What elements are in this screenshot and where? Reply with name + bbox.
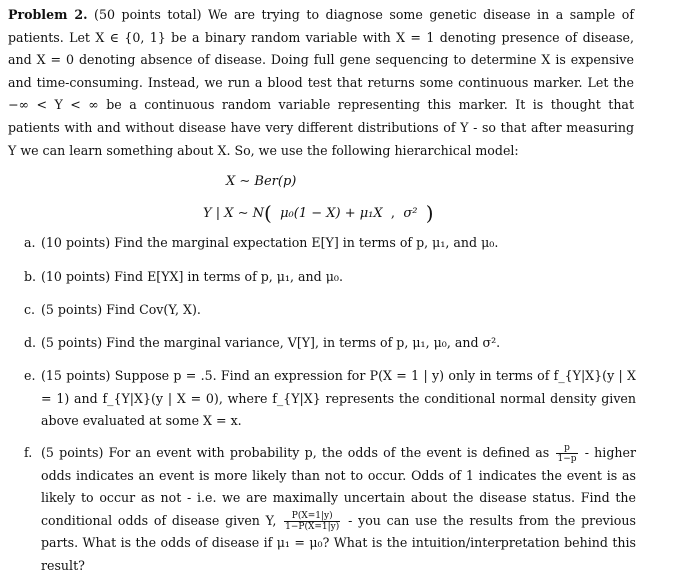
question-c-text: (5 points) Find Cov(Y, X).	[41, 302, 201, 317]
odds-fraction-numerator: p	[556, 443, 577, 454]
eq2-lhs: Y | X ∼ N	[203, 206, 265, 221]
question-c-label: c.	[24, 302, 36, 317]
question-d-label: d.	[24, 335, 37, 350]
problem-intro	[8, 4, 634, 162]
question-f-text	[41, 442, 636, 578]
question-a-text: (10 points) Find the marginal expectation E[Y] in terms of p, μ₁, and μ₀.	[41, 235, 499, 250]
eq2-mean: μ₀(1 − X) + μ₁X	[280, 206, 383, 221]
question-f-label: f.	[24, 445, 33, 460]
question-b-label: b.	[24, 269, 37, 284]
question-d-text: (5 points) Find the marginal variance, V[Y], in terms of p, μ₁, μ₀, and σ².	[41, 335, 501, 350]
model-equation-1	[226, 174, 296, 189]
eq2-paren-close: )	[425, 201, 434, 225]
conditional-odds-fraction	[284, 511, 340, 532]
model-equation-2	[203, 201, 434, 225]
eq2-separator: ,	[390, 206, 396, 221]
question-b-text: (10 points) Find E[YX] in terms of p, μ₁, and μ₀.	[41, 269, 343, 284]
problem-intro-text: (50 points total) We are trying to diagnose some genetic disease in a sample of patients. Let X ∈ {0, 1} be a binary random variable with X = 1 denoting presence of disease, and X = 0 denoting absence of disease. Doing full gene sequencing to determine X is expensive and time-consuming. Instead, we run a blood test that returns some continuous marker. Let the −∞ < Y < ∞ be a continuous random variable representing this marker. It is thought that patients with and without disease have very different distributions of Y - so that after measuring Y we can learn something about X. So, we use the following hierarchical model:	[8, 7, 634, 158]
question-e-text: (15 points) Suppose p = .5. Find an expression for P(X = 1 | y) only in terms of f_{Y|X}(y | X = 1) and f_{Y|X}(y | X = 0), where f_{Y|X} represents the conditional normal density given above evaluated at some X = x.	[41, 368, 636, 429]
question-f-text-part3: - you can use the results from the previous parts. What is the odds of disease if μ₁ = μ₀? What is the intuition/interpretation behind this result?	[41, 512, 636, 573]
conditional-odds-denominator: 1−P(X=1|y)	[285, 521, 340, 532]
question-f	[24, 442, 636, 578]
odds-fraction	[556, 443, 577, 464]
eq1-text: X ∼ Ber(p)	[226, 174, 297, 189]
question-e-label: e.	[24, 368, 36, 383]
question-a	[24, 232, 636, 255]
question-b	[24, 266, 636, 289]
problem-label: Problem 2.	[8, 7, 88, 22]
question-f-text-part2: - higher odds indicates an event is more likely than not to occur. Odds of 1 indicates the event is as likely to occur as not - i.e. we are maximally uncertain about the disease status. Find the conditional odds of disease given Y,	[41, 445, 636, 528]
question-d	[24, 332, 636, 355]
odds-fraction-denominator: 1−p	[557, 454, 577, 464]
question-c	[24, 299, 636, 322]
question-a-label: a.	[24, 235, 36, 250]
eq2-variance: σ²	[403, 206, 418, 221]
question-f-text-part1: (5 points) For an event with probability p, the odds of the event is defined as	[41, 445, 550, 460]
question-e	[24, 365, 636, 433]
conditional-odds-numerator: P(X=1|y)	[284, 511, 340, 522]
eq2-paren-open: (	[264, 201, 272, 225]
